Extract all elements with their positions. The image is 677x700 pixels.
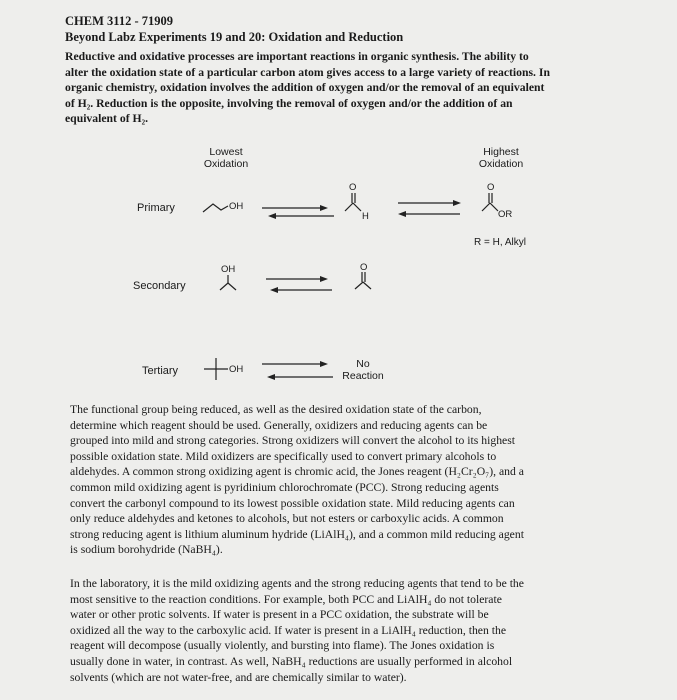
hydroxyl-label: OH	[229, 364, 244, 375]
primary-alcohol-structure	[203, 204, 228, 212]
carboxylic-structure	[482, 193, 498, 211]
hydroxyl-label: OH	[221, 264, 236, 275]
paragraph-line: determine which reagent should be used. Generally, oxidizers and reducing agents can be	[70, 418, 488, 432]
secondary-alcohol-structure	[220, 275, 236, 290]
reagents-paragraph	[70, 402, 618, 558]
highest-oxidation-label: Highest Oxidation	[478, 146, 524, 170]
paragraph-line: solvents (which are not water-free, and are chemically similar to water).	[70, 670, 407, 684]
paragraph-line: common mild oxidizing agent is pyridinium chlorochromate (PCC). Strong reducing agents	[70, 480, 499, 494]
paragraph-line: convert the carbonyl compound to its lowest possible oxidation state. Mild reducing agents can	[70, 496, 515, 510]
paragraph-line: strong reducing agent is lithium aluminum hydride (LiAlH₄), and a common mild reducing agent	[70, 527, 524, 541]
paragraph-line: aldehydes. A common strong oxidizing agent is chromic acid, the Jones reagent (H₂Cr₂O₇), and a	[70, 465, 524, 479]
oxygen-label: O	[487, 182, 495, 193]
intro-line: equivalent of H₂.	[65, 112, 149, 126]
ketone-structure	[355, 272, 371, 289]
paragraph-line: most sensitive to the reaction conditions. For example, both PCC and LiAlH₄ do not tolerate	[70, 592, 502, 606]
reverse-arrowhead	[398, 211, 406, 217]
paragraph-line: possible oxidation state. Mild oxidizers are specifically used to convert primary alcohols to	[70, 449, 497, 463]
paragraph-line: only reduce aldehydes and ketones to alcohols, but not esters or carboxylic acids. A common	[70, 512, 504, 526]
r-group-note: R = H, Alkyl	[474, 237, 526, 248]
forward-arrowhead	[320, 276, 328, 282]
tertiary-alcohol-structure	[204, 358, 228, 380]
intro-line: organic chemistry, oxidation involves the addition of oxygen and/or the removal of an equivalent	[65, 81, 545, 95]
lowest-oxidation-label: Lowest Oxidation	[203, 146, 249, 170]
primary-label: Primary	[137, 202, 175, 214]
forward-arrowhead	[320, 361, 328, 367]
paragraph-line: In the laboratory, it is the mild oxidizing agents and the strong reducing agents that tend to be the	[70, 577, 524, 590]
intro-line: Reductive and oxidative processes are important reactions in organic synthesis. The ability to	[65, 50, 529, 63]
hydroxyl-label: OH	[229, 201, 244, 212]
oxygen-label: O	[360, 262, 368, 273]
intro-line: alter the oxidation state of a particular carbon atom gives access to a large variety of reactions. In	[65, 65, 550, 79]
alkoxy-label: OR	[498, 209, 513, 220]
forward-arrowhead	[320, 205, 328, 211]
paragraph-line: reagent will decompose (usually violently, and bursting into flame). The Jones oxidation is	[70, 639, 495, 653]
paragraph-line: usually done in water, in contrast. As well, NaBH₄ reductions are usually performed in alcohol	[70, 654, 513, 668]
secondary-label: Secondary	[133, 280, 186, 292]
course-code: CHEM 3112 - 71909	[65, 14, 173, 28]
laboratory-paragraph	[70, 576, 618, 685]
paragraph-line: The functional group being reduced, as well as the desired oxidation state of the carbon,	[70, 403, 482, 416]
forward-arrowhead	[453, 200, 461, 206]
reverse-arrowhead	[270, 287, 278, 293]
no-reaction-label: No Reaction	[342, 358, 384, 382]
aldehyde-structure	[345, 193, 361, 211]
paragraph-line: is sodium borohydride (NaBH₄).	[70, 543, 223, 557]
reverse-arrowhead	[267, 374, 275, 380]
paragraph-line: grouped into mild and strong categories. Strong oxidizers will convert the alcohol to its highest	[70, 434, 516, 448]
oxygen-label: O	[349, 182, 357, 193]
paragraph-line: oxidized all the way to the carboxylic acid. If water is present in a LiAlH₄ reduction, then the	[70, 623, 507, 637]
document-title: Beyond Labz Experiments 19 and 20: Oxidation and Reduction	[65, 30, 404, 44]
paragraph-line: water or other protic solvents. If water is present in a PCC oxidation, the substrate will be	[70, 608, 489, 622]
tertiary-label: Tertiary	[142, 365, 179, 377]
reverse-arrowhead	[268, 213, 276, 219]
intro-line: of H₂. Reduction is the opposite, involving the removal of oxygen and/or the addition of an	[65, 96, 513, 110]
hydrogen-label: H	[362, 211, 369, 222]
